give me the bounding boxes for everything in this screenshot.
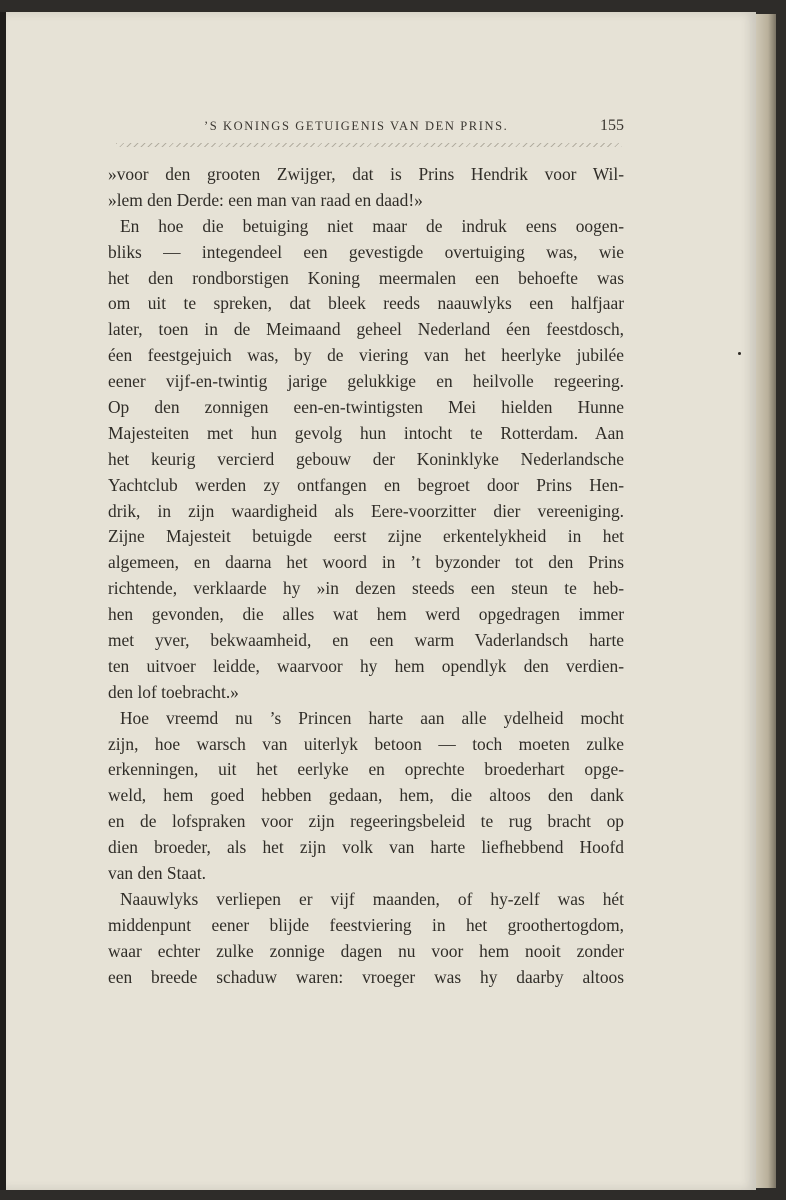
text-line: zijn, hoe warsch van uiterlyk betoon — toch moeten zulke [108,733,624,754]
text-line: het keurig vercierd gebouw der Koninklyke Nederlandsche [108,448,624,469]
text-line: Majesteiten met hun gevolg hun intocht te Rotterdam. Aan [108,422,624,443]
text-line: »lem den Derde: een man van raad en daad!» [108,189,423,210]
text-line: eener vijf-en-twintig jarige gelukkige en heilvolle regeering. [108,371,624,392]
text-line: met yver, bekwaamheid, en een warm Vaderlandsch harte [108,630,624,651]
text-line: weld, hem goed hebben gedaan, hem, die altoos den dank [108,785,624,806]
text-line: middenpunt eener blijde feestviering in het groothertogdom, [108,914,624,935]
page-edge [756,14,776,1188]
text-line: om uit te spreken, dat bleek reeds naauwlyks een halfjaar [108,293,624,314]
text-line: den lof toebracht.» [108,681,239,702]
text-line: drik, in zijn waardigheid als Eere-voorzitter dier vereeniging. [108,500,624,521]
text-line: bliks — integendeel een gevestigde overtuiging was, wie [108,241,624,262]
text-line: Hoe vreemd nu ’s Princen harte aan alle ydelheid mocht [120,707,624,728]
text-line: éen feestgejuich was, by de viering van het heerlyke jubilée [108,345,624,366]
text-line: en de lofspraken voor zijn regeeringsbeleid te rug bracht op [108,811,624,832]
text-line: waar echter zulke zonnige dagen nu voor hem nooit zonder [108,940,624,961]
ink-speck [738,352,741,355]
text-line: dien broeder, als het zijn volk van harte liefhebbend Hoofd [108,837,624,858]
text-line: Yachtclub werden zy ontfangen en begroet door Prins Hen- [108,474,624,495]
text-line: hen gevonden, die alles wat hem werd opgedragen immer [108,604,624,625]
text-line: van den Staat. [108,863,207,884]
text-line: Zijne Majesteit betuigde eerst zijne erkentelykheid in het [108,526,624,547]
page-number: 155 [600,117,624,134]
text-line: richtende, verklaarde hy »in dezen steeds een steun te heb- [108,578,624,599]
text-line: algemeen, en daarna het woord in ’t byzonder tot den Prins [108,552,624,573]
text-line: ten uitvoer leidde, waarvoor hy hem opendlyk den verdien- [108,655,624,676]
text-line: een breede schaduw waren: vroeger was hy daarby altoos [108,966,624,987]
text-line: later, toen in de Meimaand geheel Nederland éen feestdosch, [108,319,624,340]
body-text [108,162,624,991]
text-line: Naauwlyks verliepen er vijf maanden, of hy-zelf was hét [120,888,624,909]
text-line: Op den zonnigen een-en-twintigsten Mei hielden Hunne [108,397,624,418]
text-line: »voor den grooten Zwijger, dat is Prins Hendrik voor Wil- [108,164,624,184]
page-header [108,117,624,137]
text-line: het den rondborstigen Koning meermalen een behoefte was [108,267,624,288]
header-rule [116,143,622,147]
running-title: ’S KONINGS GETUIGENIS VAN DEN PRINS. [204,119,509,133]
text-line: erkenningen, uit het eerlyke en oprechte broederhart opge- [108,759,624,780]
text-line: En hoe die betuiging niet maar de indruk eens oogen- [120,215,624,236]
